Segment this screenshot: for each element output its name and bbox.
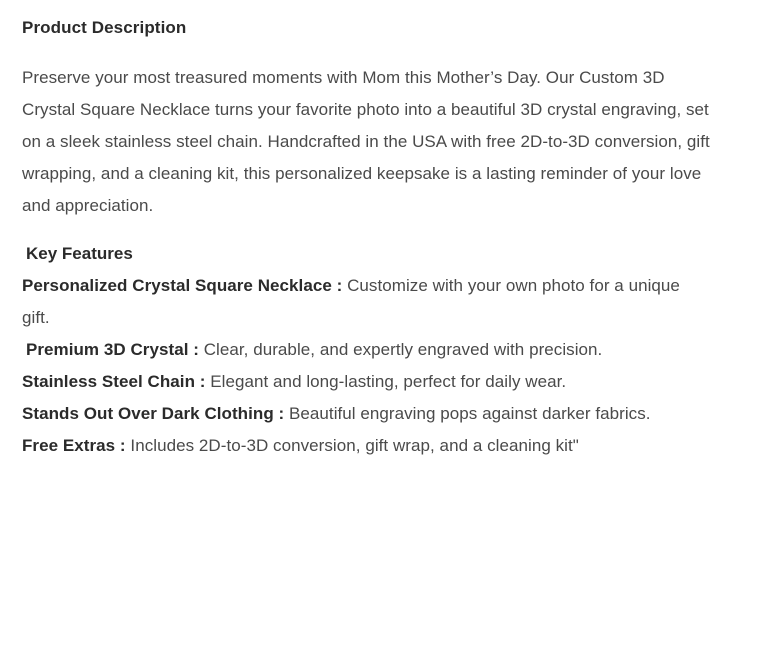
feature-text: Elegant and long-lasting, perfect for daily wear. <box>205 371 567 391</box>
feature-label: Stainless Steel Chain : <box>22 371 206 391</box>
feature-label: Premium 3D Crystal : <box>26 339 199 359</box>
list-item <box>22 398 712 430</box>
list-item <box>22 366 712 398</box>
list-item <box>22 334 712 366</box>
page-title: Product Description <box>22 18 187 37</box>
feature-label: Personalized Crystal Square Necklace : <box>22 275 343 295</box>
key-features-heading: Key Features <box>26 243 133 263</box>
feature-text: Includes 2D-to-3D conversion, gift wrap, and a cleaning kit" <box>125 435 579 455</box>
list-item <box>22 430 712 462</box>
list-item <box>22 270 712 334</box>
feature-text: Customize with your own photo for a unique gift. <box>22 275 680 327</box>
feature-label: Free Extras : <box>22 435 126 455</box>
product-description-paragraph: Preserve your most treasured moments with Mom this Mother’s Day. Our Custom 3D Crystal Square Necklace turns your favorite photo into a beautiful 3D crystal engraving, set on a sleek stainless steel chain. Handcrafted in the USA with free 2D-to-3D conversion, gift wrapping, and a cleaning kit, this personalized keepsake is a lasting reminder of your love and appreciation. <box>22 67 710 215</box>
feature-text: Clear, durable, and expertly engraved with precision. <box>198 339 603 359</box>
key-features-list <box>22 270 743 462</box>
feature-label: Stands Out Over Dark Clothing : <box>22 403 285 423</box>
feature-text: Beautiful engraving pops against darker fabrics. <box>284 403 651 423</box>
